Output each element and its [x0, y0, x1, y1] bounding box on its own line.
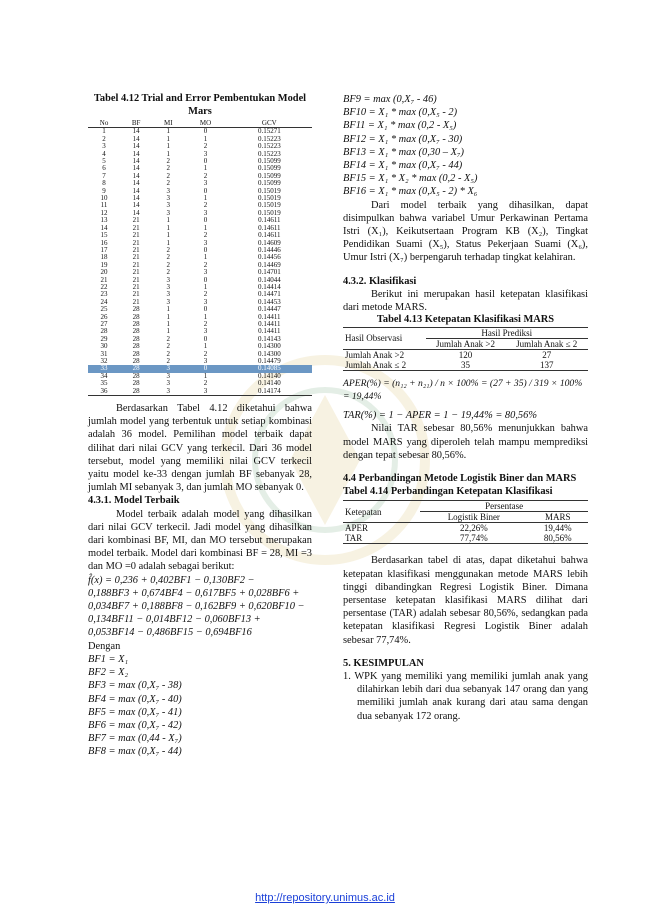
section-heading-4-3-2: 4.3.2. Klasifikasi [343, 275, 417, 287]
table-cell: 0.14456 [257, 253, 281, 262]
table-cell: 1 [166, 142, 171, 151]
table-cell: 3 [166, 208, 171, 217]
table-cell: 22,26% [459, 523, 488, 534]
table-cell: 36 [100, 386, 108, 395]
model-equation-line: f̂(x) = 0,236 + 0,402BF1 − 0,130BF2 − [88, 574, 255, 586]
conclusion-item-1: 1. WPK yang memiliki yang memiliki jumlah anak yang dilahirkan lebih dari dua sebanyak 147 orang dan yang memiliki jumlah anak kurang dari atau sama dengan dua sebanyak 172 orang. [343, 671, 588, 722]
basis-function-definition: BF4 = max (0,X₇ - 40) [88, 693, 182, 705]
table-4-14-group-header: Persentase [420, 501, 588, 512]
table-cell: 14 [132, 164, 140, 173]
table-cell: 1 [166, 134, 171, 143]
table-cell: 2 [203, 319, 208, 328]
basis-function-definition: BF3 = max (0,X₇ - 38) [88, 680, 182, 692]
section-heading-5: 5. KESIMPULAN [343, 657, 424, 669]
table-cell: 14 [132, 157, 140, 166]
table-4-12-body [88, 128, 312, 396]
table-cell: 0.14411 [258, 327, 281, 336]
table-cell: 6 [102, 164, 106, 173]
table-cell: 1 [203, 312, 208, 321]
table-cell: 0.14611 [258, 223, 281, 232]
paragraph-table-4-12-discussion: Berdasarkan Tabel 4.12 diketahui bahwa jumlah model yang terbentuk untuk setiap kombinasi adalah 36 model. Pemilihan model terbaik dapat dilihat dari nilai GCV yang terkecil. Dari 36 model tersebut, model yang memiliki nilai GCV terkecil yaitu model ke-33 dengan jumlah BF sebanyak 28, jumlah MI sebanyak 3, dan jumlah MO sebanyak 0. [88, 403, 312, 494]
table-4-13-cell: 120 [426, 349, 506, 360]
table-4-13-cell: 137 [505, 360, 588, 371]
table-cell: 0.14611 [258, 216, 281, 225]
table-cell: 2 [166, 342, 171, 351]
repository-link[interactable]: http://repository.unimus.ac.id [255, 892, 395, 904]
table-cell: 0.14174 [257, 386, 281, 395]
table-cell: 2 [166, 349, 171, 358]
left-column [88, 93, 312, 759]
table-4-13-cell: 27 [505, 349, 588, 360]
table-cell: 0.14411 [258, 319, 281, 328]
table-4-12-column-header: GCV [227, 120, 312, 128]
table-cell: 2 [203, 171, 208, 180]
table-cell: 0.14701 [257, 268, 281, 277]
table-cell: 2 [166, 260, 171, 269]
table-cell: 10 [100, 194, 108, 203]
basis-function-list-right [343, 93, 588, 199]
table-cell: 21 [132, 245, 140, 254]
table-cell: 2 [166, 334, 171, 343]
table-cell: 34 [100, 371, 108, 380]
table-cell: 1 [203, 342, 208, 351]
table-cell: 3 [203, 357, 208, 365]
table-4-14-col1: Logistik Biner [420, 512, 527, 523]
basis-function-definition: BF6 = max (0,X₇ - 42) [88, 719, 182, 731]
table-cell: 17 [100, 245, 108, 254]
table-cell: 21 [132, 268, 140, 277]
table-4-14 [343, 500, 588, 544]
table-cell: 0.15019 [257, 194, 281, 203]
table-cell: 0.14300 [257, 342, 281, 351]
table-cell: 28 [132, 342, 140, 351]
table-cell: 0 [203, 275, 208, 284]
table-4-13-caption: Tabel 4.13 Ketepatan Klasifikasi MARS [376, 314, 555, 326]
paragraph-best-model: Model terbaik adalah model yang dihasilkan dari nilai GCV terkecil. Jadi model yang dihasilkan dari kombinasi BF, MI, dan MO tersebut merupakan model terbaik. Model dari kombinasi BF = 28, MI =3 dan MO =0 adalah sebagai berikut: [88, 508, 312, 573]
table-row [343, 533, 588, 544]
table-cell: 2 [203, 142, 208, 151]
table-cell: 28 [132, 305, 140, 314]
table-cell: 0.14044 [257, 275, 281, 284]
table-cell: 2 [203, 260, 208, 269]
table-cell: 3 [166, 386, 171, 395]
table-cell: 11 [100, 201, 108, 210]
table-cell: 3 [203, 327, 208, 336]
table-cell: 1 [166, 231, 171, 240]
table-4-12-column-header: MI [152, 120, 184, 128]
table-cell: 25 [100, 305, 108, 314]
table-cell: 1 [166, 127, 171, 136]
table-cell: 16 [100, 238, 108, 247]
table-cell: 0.15019 [257, 201, 281, 210]
table-cell: 3 [166, 290, 171, 299]
table-cell: 0.15099 [257, 171, 281, 180]
table-cell: 3 [166, 186, 171, 195]
table-cell: 0.14447 [257, 305, 281, 314]
table-cell: 3 [166, 194, 171, 203]
table-cell: 3 [203, 238, 208, 247]
table-cell: 2 [166, 171, 171, 180]
table-cell: 14 [132, 142, 140, 151]
table-cell: 33 [88, 365, 120, 372]
table-cell: 1 [166, 216, 171, 225]
table-cell: 14 [132, 194, 140, 203]
basis-function-definition: BF7 = max (0,44 - X₇) [88, 733, 182, 745]
table-cell: 19 [100, 260, 108, 269]
table-cell: 3 [203, 386, 208, 395]
table-cell: 21 [132, 223, 140, 232]
table-4-13-row2-label: Jumlah Anak ≤ 2 [343, 360, 426, 371]
table-cell: 1 [203, 282, 208, 291]
table-cell: 7 [102, 171, 106, 180]
table-cell: 1 [203, 164, 208, 173]
basis-function-definition: BF9 = max (0,X₇ - 46) [343, 94, 437, 105]
table-cell: 1 [203, 371, 208, 380]
table-cell: 14 [132, 127, 140, 136]
table-4-12-column-header: BF [120, 120, 152, 128]
table-cell: 77,74% [420, 533, 527, 544]
table-cell: 0 [203, 305, 208, 314]
table-cell: 12 [100, 208, 108, 217]
table-cell: 80,56% [527, 533, 588, 544]
table-cell: 2 [166, 157, 171, 166]
table-cell: 2 [102, 134, 106, 143]
basis-function-definition: BF1 = X₁ [88, 653, 129, 665]
basis-function-definition: BF16 = X₁ * max (0,X₅ - 2) * X₆ [343, 186, 478, 198]
table-4-14-corner: Ketepatan [343, 501, 420, 523]
table-cell: 1 [166, 327, 171, 336]
section-heading-4-4: 4.4 Perbandingan Metode Logistik Biner dan MARS [343, 472, 577, 484]
table-cell: 2 [166, 253, 171, 262]
table-cell: 3 [203, 149, 208, 158]
table-4-13-col2: Jumlah Anak ≤ 2 [505, 338, 588, 349]
table-cell: 0 [203, 216, 208, 225]
table-cell: 14 [132, 186, 140, 195]
table-cell: 21 [100, 275, 108, 284]
table-row [343, 523, 588, 534]
basis-function-definition: BF5 = max (0,X₇ - 41) [88, 706, 182, 718]
table-4-12-column-header: MO [184, 120, 226, 128]
model-equation [88, 574, 312, 640]
table-cell: 3 [166, 379, 171, 388]
table-cell: 0 [203, 157, 208, 166]
table-cell: 28 [120, 365, 152, 372]
table-cell: 0.15099 [257, 157, 281, 166]
table-cell: 3 [152, 365, 184, 372]
table-cell: 1 [166, 312, 171, 321]
table-4-12-caption: Tabel 4.12 Trial and Error Pembentukan Model Mars [93, 93, 307, 117]
table-cell: 0.14611 [258, 231, 281, 240]
table-cell: 21 [132, 231, 140, 240]
table-cell: 0.14609 [257, 238, 281, 247]
table-cell: 2 [166, 245, 171, 254]
table-4-14-body [343, 523, 588, 544]
table-4-12-column-header: No [88, 120, 120, 128]
table-cell: 0.15019 [257, 208, 281, 217]
tar-formula: TAR(%) = 1 − APER = 1 − 19,44% = 80,56% [343, 410, 537, 422]
aper-formula: APER(%) = (n₁₂ + n₂₁) / n × 100% = (27 + 35) / 319 × 100% = 19,44% [343, 377, 583, 402]
table-cell: 20 [100, 268, 108, 277]
table-cell: 3 [102, 142, 106, 151]
table-4-12 [88, 120, 312, 396]
table-cell: 26 [100, 312, 108, 321]
table-cell: 0.14300 [257, 349, 281, 358]
table-cell: 0.15223 [257, 149, 281, 158]
model-equation-line: 0,188BF3 + 0,674BF4 − 0,617BF5 + 0,028BF6 + [88, 587, 300, 599]
table-cell: 30 [100, 342, 108, 351]
table-4-14-col2: MARS [527, 512, 588, 523]
table-cell: 0.15223 [257, 134, 281, 143]
table-cell: 32 [100, 357, 108, 365]
table-cell: 2 [166, 179, 171, 188]
table-cell: 0 [203, 186, 208, 195]
table-cell: 28 [132, 327, 140, 336]
table-4-13-corner: Hasil Observasi [343, 327, 426, 349]
table-cell: 28 [132, 349, 140, 358]
paragraph-classification-intro: Berikut ini merupakan hasil ketepatan klasifikasi dari metode MARS. [343, 288, 588, 314]
table-cell: 0.15223 [257, 142, 281, 151]
basis-function-definition: BF8 = max (0,X₇ - 44) [88, 746, 182, 758]
section-heading-4-3-1: 4.3.1. Model Terbaik [88, 495, 180, 507]
basis-function-definition: BF15 = X₁ * X₂ * max (0,2 - X₅) [343, 173, 478, 185]
table-cell: 15 [100, 231, 108, 240]
table-cell: 1 [102, 127, 106, 136]
table-cell: 1 [203, 223, 208, 232]
table-cell: 14 [132, 208, 140, 217]
table-cell: 14 [100, 223, 108, 232]
table-cell: 23 [100, 290, 108, 299]
table-cell: 0.14143 [257, 334, 281, 343]
table-cell: 29 [100, 334, 108, 343]
table-cell: 0.14414 [257, 282, 281, 291]
table-cell: 24 [100, 297, 108, 306]
model-equation-line: 0,053BF14 − 0,486BF15 − 0,694BF16 [88, 627, 252, 639]
table-cell: 1 [203, 134, 208, 143]
table-cell: 0.15099 [257, 164, 281, 173]
table-cell: 3 [203, 179, 208, 188]
table-cell: 0.14469 [257, 260, 281, 269]
table-cell: 3 [203, 268, 208, 277]
table-cell: 14 [132, 179, 140, 188]
table-cell: 1 [166, 223, 171, 232]
table-cell: 18 [100, 253, 108, 262]
table-cell: 21 [132, 290, 140, 299]
table-4-14-caption: Tabel 4.14 Perbandingan Ketepatan Klasifikasi [343, 486, 553, 498]
table-cell: 3 [166, 201, 171, 210]
table-cell: 1 [166, 319, 171, 328]
table-cell: 31 [100, 349, 108, 358]
table-4-13-col1: Jumlah Anak >2 [426, 338, 506, 349]
model-equation-line: 0,134BF11 − 0,014BF12 − 0,060BF13 + [88, 614, 261, 626]
basis-function-definition: BF2 = X₂ [88, 667, 129, 679]
table-cell: 2 [166, 268, 171, 277]
table-cell: 0.14471 [257, 290, 281, 299]
table-cell: 0.15099 [257, 179, 281, 188]
basis-function-definition: BF13 = X₁ * max (0,30 – X₇) [343, 146, 465, 158]
table-cell: 21 [132, 216, 140, 225]
table-cell: 14 [132, 201, 140, 210]
table-cell: 0.15019 [257, 186, 281, 195]
table-cell: 28 [100, 327, 108, 336]
basis-function-definition: BF14 = X₁ * max (0,X₇ - 44) [343, 160, 463, 172]
basis-function-definition: BF11 = X₁ * max (0,2 - X₅) [343, 120, 457, 132]
table-cell: 2 [203, 201, 208, 210]
table-4-13-group-header: Hasil Prediksi [426, 327, 588, 338]
table-cell: 14 [132, 171, 140, 180]
table-cell: 0 [203, 245, 208, 254]
table-cell: 0.14140 [257, 379, 281, 388]
table-cell: 3 [166, 371, 171, 380]
table-cell: 5 [102, 157, 106, 166]
table-cell: 1 [166, 238, 171, 247]
table-cell: 28 [132, 334, 140, 343]
table-cell: 3 [203, 208, 208, 217]
table-cell: 0.14140 [257, 371, 281, 380]
table-cell: 14 [132, 134, 140, 143]
table-cell: 0.15271 [257, 127, 281, 136]
table-cell: 21 [132, 275, 140, 284]
table-cell: 1 [166, 149, 171, 158]
table-cell: 13 [100, 216, 108, 225]
table-cell: 28 [132, 371, 140, 380]
table-cell: 0 [184, 365, 226, 372]
table-cell: 2 [203, 231, 208, 240]
table-cell: 9 [102, 186, 106, 195]
table-cell: 1 [203, 253, 208, 262]
table-4-13 [343, 327, 588, 371]
table-cell: 19,44% [543, 523, 572, 534]
table-cell: 28 [132, 312, 140, 321]
footer [0, 892, 650, 904]
table-cell: 8 [102, 179, 106, 188]
table-cell: 1 [166, 305, 171, 314]
right-column [343, 93, 588, 723]
model-equation-line: 0,034BF7 + 0,188BF8 − 0,162BF9 + 0,620BF10 − [88, 601, 305, 613]
table-cell: 2 [203, 349, 208, 358]
table-cell: 21 [132, 238, 140, 247]
table-cell: 28 [132, 386, 140, 395]
table-row [88, 388, 312, 396]
table-cell: 0.14453 [257, 297, 281, 306]
table-cell: APER [345, 523, 369, 534]
table-cell: TAR [343, 533, 420, 544]
basis-function-definition: BF12 = X₁ * max (0,X₇ - 30) [343, 133, 463, 145]
table-cell: 0.14479 [257, 357, 281, 365]
table-cell: 28 [132, 379, 140, 388]
table-cell: 21 [132, 260, 140, 269]
table-4-13-cell: 35 [426, 360, 506, 371]
table-cell: 28 [132, 319, 140, 328]
table-cell: 3 [166, 282, 171, 291]
table-cell: 21 [132, 253, 140, 262]
table-cell: 21 [132, 297, 140, 306]
label-dengan: Dengan [88, 640, 121, 652]
table-4-13-row1-label: Jumlah Anak >2 [343, 349, 426, 360]
paragraph-variables-conclusion: Dari model terbaik yang dihasilkan, dapat disimpulkan bahwa variabel Umur Perkawinan Pertama Istri (X₁), Keikutsertaan Program KB (X₂), Tingkat Pendidikan Suami (X₅), Status Pekerjaan Suami (X₆), Umur Istri (X₇) berpengaruh terhadap tingkat kelahiran. [343, 199, 588, 264]
table-cell: 0 [203, 127, 208, 136]
paragraph-comparison: Berdasarkan tabel di atas, dapat diketahui bahwa ketepatan klasifikasi menggunakan metode MARS lebih tinggi dibandingkan Regresi Logistik Biner. Dimana persentase ketepatan klasifikasi MARS dilihat dari persentase (TAR) adalah sebesar 80,56%, sedangkan pada ketepatan klasifikasi Regresi Logistik Biner adalah sebesar 77,74%. [343, 555, 588, 646]
table-cell: 3 [166, 297, 171, 306]
table-cell: 28 [132, 357, 140, 365]
table-cell: 2 [203, 290, 208, 299]
table-cell: 0.14446 [257, 245, 281, 254]
table-cell: 4 [102, 149, 106, 158]
table-cell: 22 [100, 282, 108, 291]
table-cell: 0.14085 [227, 365, 312, 372]
table-cell: 2 [166, 164, 171, 173]
table-cell: 35 [100, 379, 108, 388]
basis-function-definition: BF10 = X₁ * max (0,X₅ - 2) [343, 107, 458, 119]
table-cell: 2 [203, 379, 208, 388]
table-cell: 27 [100, 319, 108, 328]
paragraph-tar-interpretation: Nilai TAR sebesar 80,56% menunjukkan bahwa model MARS yang diperoleh telah mampu memprediksi dengan tepat sebesar 80,56%. [343, 423, 588, 461]
table-cell: 14 [132, 149, 140, 158]
table-cell: 0.14411 [258, 312, 281, 321]
table-cell: 3 [203, 297, 208, 306]
basis-function-list-left [88, 653, 312, 759]
table-cell: 2 [166, 357, 171, 365]
table-cell: 1 [203, 194, 208, 203]
table-cell: 0 [203, 334, 208, 343]
table-cell: 21 [132, 282, 140, 291]
table-cell: 3 [166, 275, 171, 284]
